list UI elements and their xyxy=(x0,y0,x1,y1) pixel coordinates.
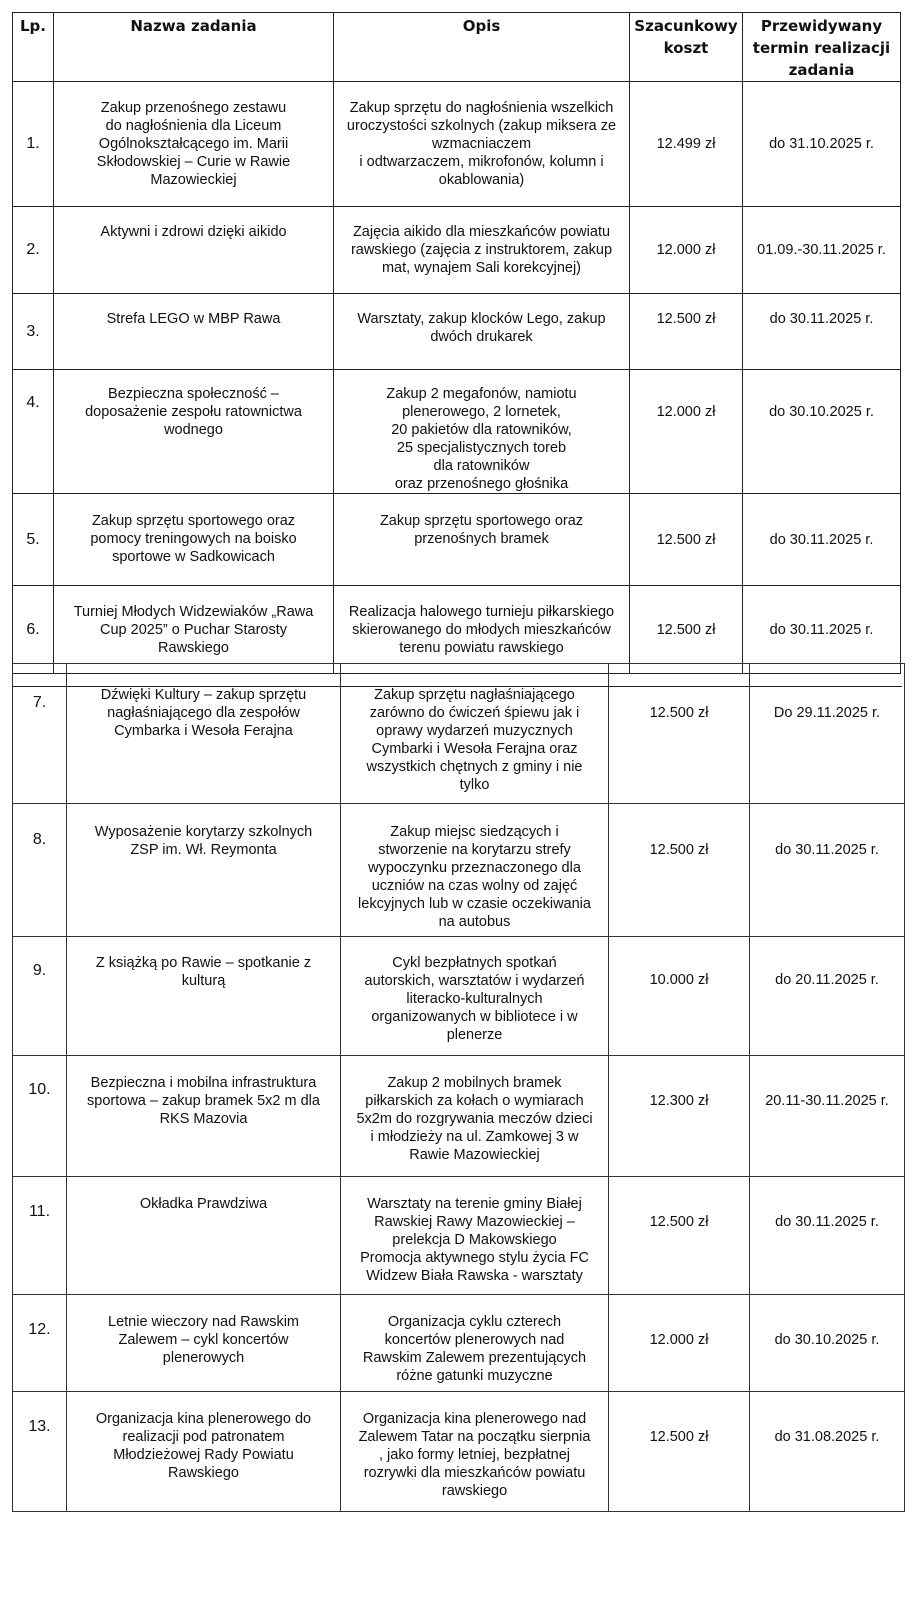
task-term: do 30.11.2025 r. xyxy=(743,586,901,674)
task-cost: 12.500 zł xyxy=(609,1177,750,1295)
task-name: Z książką po Rawie – spotkanie z kulturą xyxy=(67,937,341,1056)
row-number: 8. xyxy=(13,804,67,937)
task-description: Zakup sprzętu do nagłośnienia wszelkich uroczystości szkolnych (zakup miksera ze wzmacniaczem i odtwarzaczem, mikrofonów, kolumn i okablowania) xyxy=(334,82,630,207)
row-number: 1. xyxy=(13,82,54,207)
task-name: Wyposażenie korytarzy szkolnych ZSP im. Wł. Reymonta xyxy=(67,804,341,937)
task-cost: 12.500 zł xyxy=(630,586,743,674)
row-number: 9. xyxy=(13,937,67,1056)
task-cost: 12.500 zł xyxy=(609,664,750,804)
table-row xyxy=(13,370,901,494)
task-description: Zakup miejsc siedzących i stworzenie na korytarzu strefy wypoczynku przeznaczonego dla uczniów na czas wolny od zajęć lekcyjnych lub w czasie oczekiwania na autobus xyxy=(341,804,609,937)
task-term: do 20.11.2025 r. xyxy=(750,937,905,1056)
table-row xyxy=(13,82,901,207)
table-row xyxy=(13,1177,905,1295)
task-cost: 12.500 zł xyxy=(609,1392,750,1512)
row-number: 6. xyxy=(13,586,54,674)
row-number: 10. xyxy=(13,1056,67,1177)
task-cost: 12.500 zł xyxy=(630,494,743,586)
task-cost: 12.000 zł xyxy=(630,370,743,494)
table-row xyxy=(13,494,901,586)
task-description: Organizacja cyklu czterech koncertów plenerowych nad Rawskim Zalewem prezentujących różne gatunki muzyczne xyxy=(341,1295,609,1392)
row-number: 7. xyxy=(13,664,67,804)
table-row xyxy=(13,1392,905,1512)
table-row xyxy=(13,664,905,804)
row-number: 13. xyxy=(13,1392,67,1512)
header-cost: Szacunkowy koszt xyxy=(630,13,743,82)
task-term: 20.11-30.11.2025 r. xyxy=(750,1056,905,1177)
row-number: 12. xyxy=(13,1295,67,1392)
table-row xyxy=(13,294,901,370)
task-description: Zakup sprzętu nagłaśniającego zarówno do ćwiczeń śpiewu jak i oprawy wydarzeń muzycznych Cymbarki i Wesoła Ferajna oraz wszystkich chętnych z gminy i nie tylko xyxy=(341,664,609,804)
task-term: do 30.10.2025 r. xyxy=(743,370,901,494)
header-term: Przewidywany termin realizacji zadania xyxy=(743,13,901,82)
table-row xyxy=(13,937,905,1056)
task-name: Bezpieczna i mobilna infrastruktura sportowa – zakup bramek 5x2 m dla RKS Mazovia xyxy=(67,1056,341,1177)
task-name: Strefa LEGO w MBP Rawa xyxy=(54,294,334,370)
task-cost: 12.499 zł xyxy=(630,82,743,207)
table-row xyxy=(13,1295,905,1392)
header-lp: Lp. xyxy=(13,13,54,82)
task-name: Aktywni i zdrowi dzięki aikido xyxy=(54,207,334,294)
header-name: Nazwa zadania xyxy=(54,13,334,82)
tasks-table-part-2 xyxy=(12,663,905,1512)
task-name: Turniej Młodych Widzewiaków „Rawa Cup 2025” o Puchar Starosty Rawskiego xyxy=(54,586,334,674)
task-cost: 12.000 zł xyxy=(609,1295,750,1392)
task-name: Okładka Prawdziwa xyxy=(67,1177,341,1295)
task-term: do 30.10.2025 r. xyxy=(750,1295,905,1392)
task-term: do 30.11.2025 r. xyxy=(750,804,905,937)
table-row xyxy=(13,1056,905,1177)
task-cost: 12.000 zł xyxy=(630,207,743,294)
row-number: 4. xyxy=(13,370,54,494)
task-description: Zakup 2 mobilnych bramek piłkarskich za kołach o wymiarach 5x2m do rozgrywania meczów dzieci i młodzieży na ul. Zamkowej 3 w Rawie Mazowieckiej xyxy=(341,1056,609,1177)
task-name: Zakup sprzętu sportowego oraz pomocy treningowych na boisko sportowe w Sadkowicach xyxy=(54,494,334,586)
table-row xyxy=(13,804,905,937)
row-number: 2. xyxy=(13,207,54,294)
task-name: Bezpieczna społeczność – doposażenie zespołu ratownictwa wodnego xyxy=(54,370,334,494)
task-description: Zakup sprzętu sportowego oraz przenośnych bramek xyxy=(334,494,630,586)
task-name: Letnie wieczory nad Rawskim Zalewem – cykl koncertów plenerowych xyxy=(67,1295,341,1392)
header-desc: Opis xyxy=(334,13,630,82)
task-term: do 30.11.2025 r. xyxy=(743,294,901,370)
task-description: Organizacja kina plenerowego nad Zalewem Tatar na początku sierpnia , jako formy letniej, bezpłatnej rozrywki dla mieszkańców powiatu rawskiego xyxy=(341,1392,609,1512)
page-seam-divider xyxy=(12,686,902,687)
task-description: Zakup 2 megafonów, namiotu plenerowego, 2 lornetek, 20 pakietów dla ratowników, 25 specjalistycznych toreb dla ratowników oraz przenośnego głośnika xyxy=(334,370,630,494)
task-term: do 31.10.2025 r. xyxy=(743,82,901,207)
task-description: Warsztaty na terenie gminy Białej Rawskiej Rawy Mazowieckiej – prelekcja D Makowskiego Promocja aktywnego stylu życia FC Widzew Biała Rawska - warsztaty xyxy=(341,1177,609,1295)
task-cost: 12.500 zł xyxy=(630,294,743,370)
row-number: 11. xyxy=(13,1177,67,1295)
task-term: 01.09.-30.11.2025 r. xyxy=(743,207,901,294)
task-term: do 30.11.2025 r. xyxy=(743,494,901,586)
task-name: Zakup przenośnego zestawu do nagłośnienia dla Liceum Ogólnokształcącego im. Marii Skłodowskiej – Curie w Rawie Mazowieckiej xyxy=(54,82,334,207)
task-cost: 10.000 zł xyxy=(609,937,750,1056)
row-number: 3. xyxy=(13,294,54,370)
task-name: Dźwięki Kultury – zakup sprzętu nagłaśniającego dla zespołów Cymbarka i Wesoła Ferajna xyxy=(67,664,341,804)
table-row xyxy=(13,586,901,674)
row-number: 5. xyxy=(13,494,54,586)
task-description: Warsztaty, zakup klocków Lego, zakup dwóch drukarek xyxy=(334,294,630,370)
task-name: Organizacja kina plenerowego do realizacji pod patronatem Młodzieżowej Rady Powiatu Rawskiego xyxy=(67,1392,341,1512)
task-description: Realizacja halowego turnieju piłkarskiego skierowanego do młodych mieszkańców terenu powiatu rawskiego xyxy=(334,586,630,674)
task-cost: 12.300 zł xyxy=(609,1056,750,1177)
tasks-table-part-1 xyxy=(12,12,901,674)
task-description: Cykl bezpłatnych spotkań autorskich, warsztatów i wydarzeń literacko-kulturalnych organizowanych w bibliotece i w plenerze xyxy=(341,937,609,1056)
header-row xyxy=(13,13,901,82)
task-term: do 31.08.2025 r. xyxy=(750,1392,905,1512)
task-term: Do 29.11.2025 r. xyxy=(750,664,905,804)
task-term: do 30.11.2025 r. xyxy=(750,1177,905,1295)
task-description: Zajęcia aikido dla mieszkańców powiatu rawskiego (zajęcia z instruktorem, zakup mat, wynajem Sali korekcyjnej) xyxy=(334,207,630,294)
task-cost: 12.500 zł xyxy=(609,804,750,937)
table-row xyxy=(13,207,901,294)
